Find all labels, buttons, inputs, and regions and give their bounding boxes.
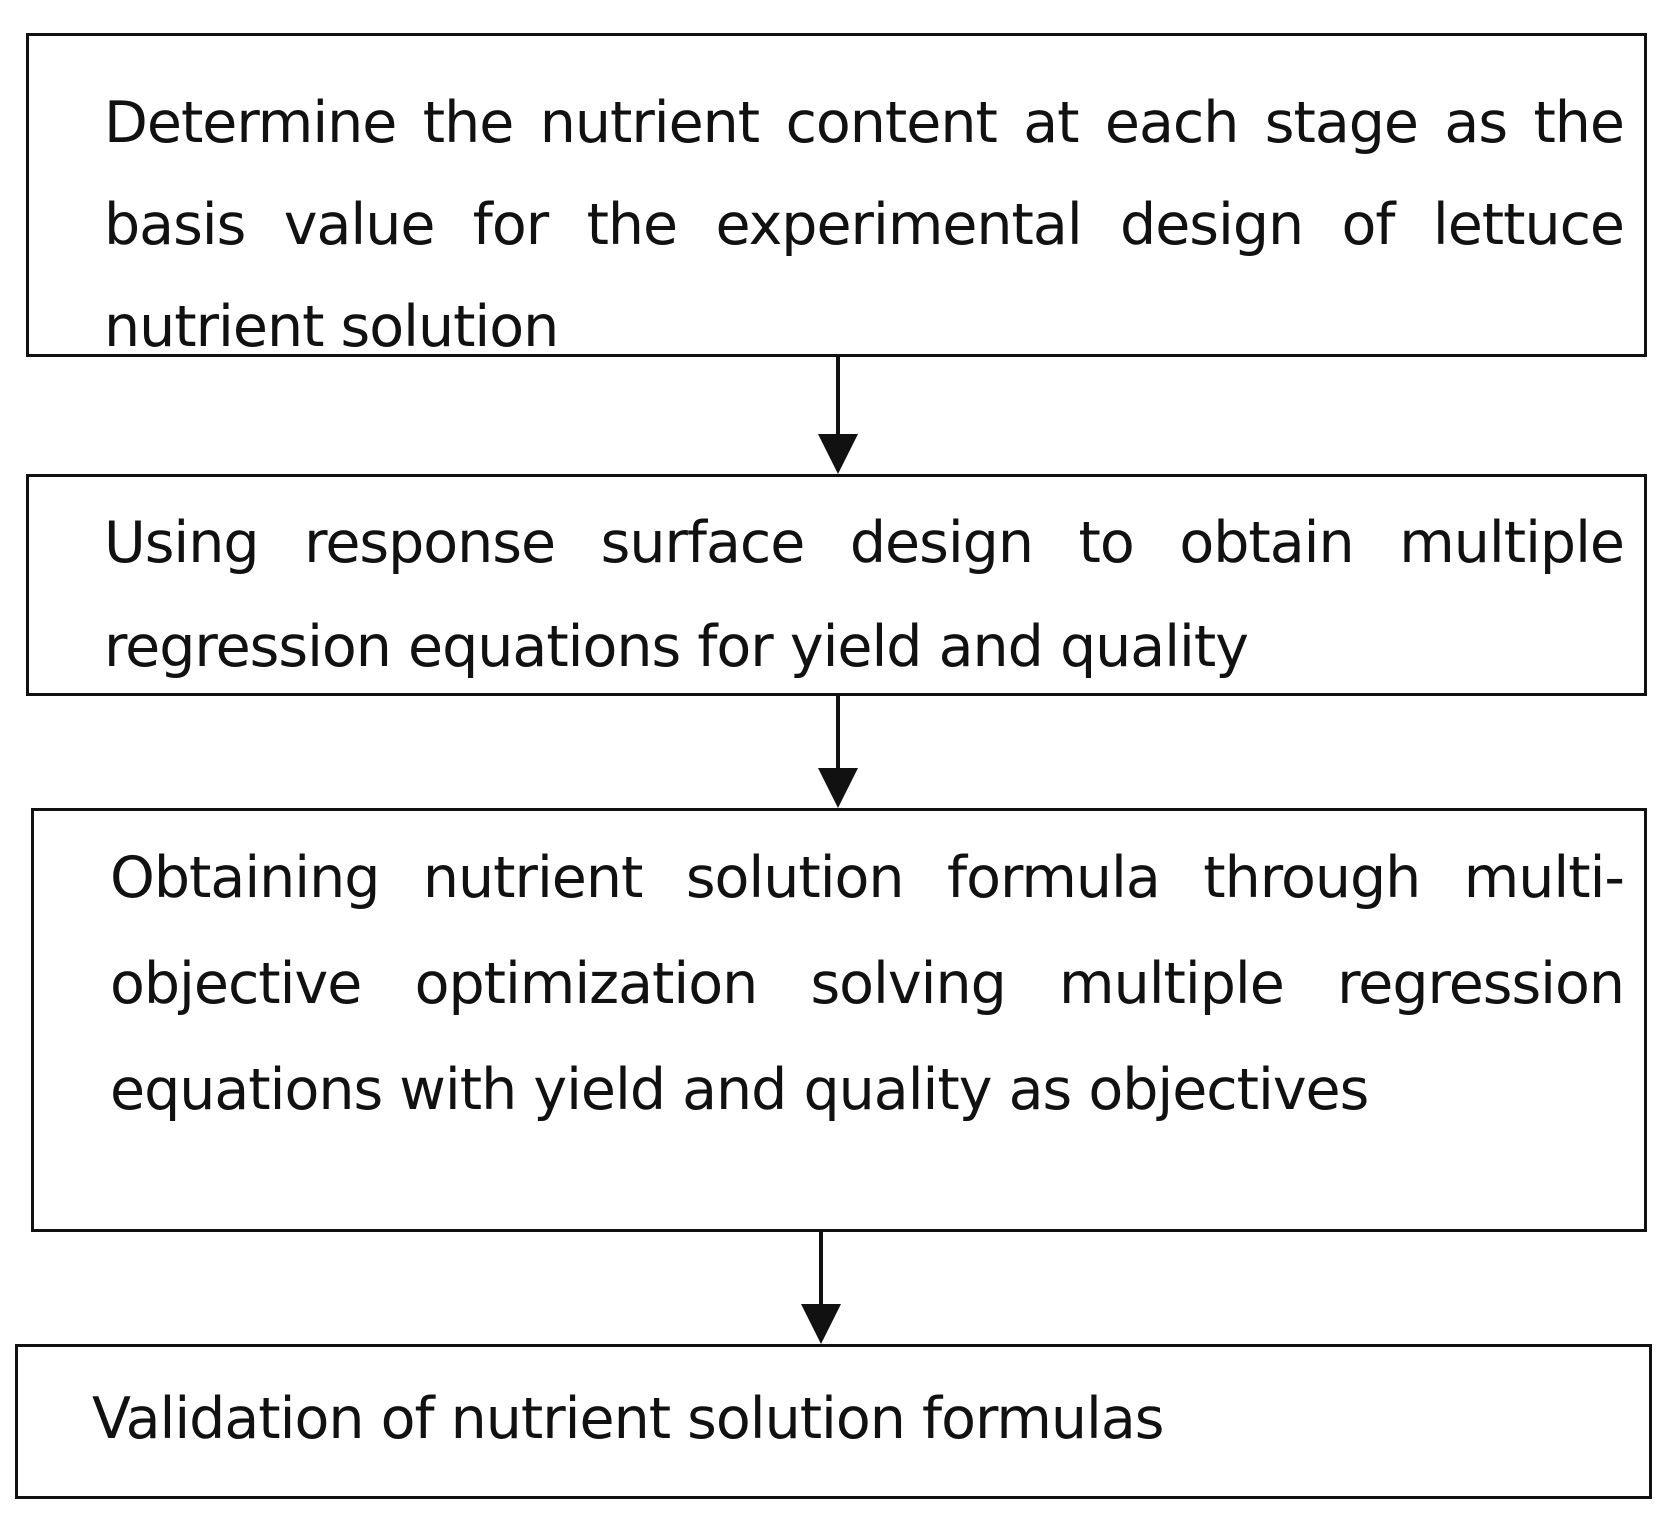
- step-3-text: Obtaining nutrient solution formula through multi-objective optimization solving multiple regression equations with yield and quality as objectives: [110, 845, 1624, 1123]
- arrow-3-head: [801, 1304, 841, 1344]
- step-1-text: Determine the nutrient content at each stage as the basis value for the experimental design of lettuce nutrient solution: [104, 90, 1624, 360]
- step-4-box: [15, 1344, 1652, 1499]
- arrow-1-head: [818, 434, 858, 474]
- arrow-3: [801, 1232, 841, 1344]
- step-2-text: Using response surface design to obtain multiple regression equations for yield and quality: [104, 510, 1624, 680]
- arrow-2-shaft: [836, 696, 840, 771]
- arrow-2: [818, 696, 858, 808]
- step-3-box: [31, 808, 1647, 1232]
- step-4-text: Validation of nutrient solution formulas: [92, 1386, 1164, 1452]
- arrow-2-head: [818, 768, 858, 808]
- arrow-3-shaft: [819, 1232, 823, 1307]
- step-1-box: [26, 33, 1647, 360]
- step-2-box: [26, 474, 1647, 696]
- arrow-1-shaft: [836, 357, 840, 437]
- arrow-1: [818, 357, 858, 474]
